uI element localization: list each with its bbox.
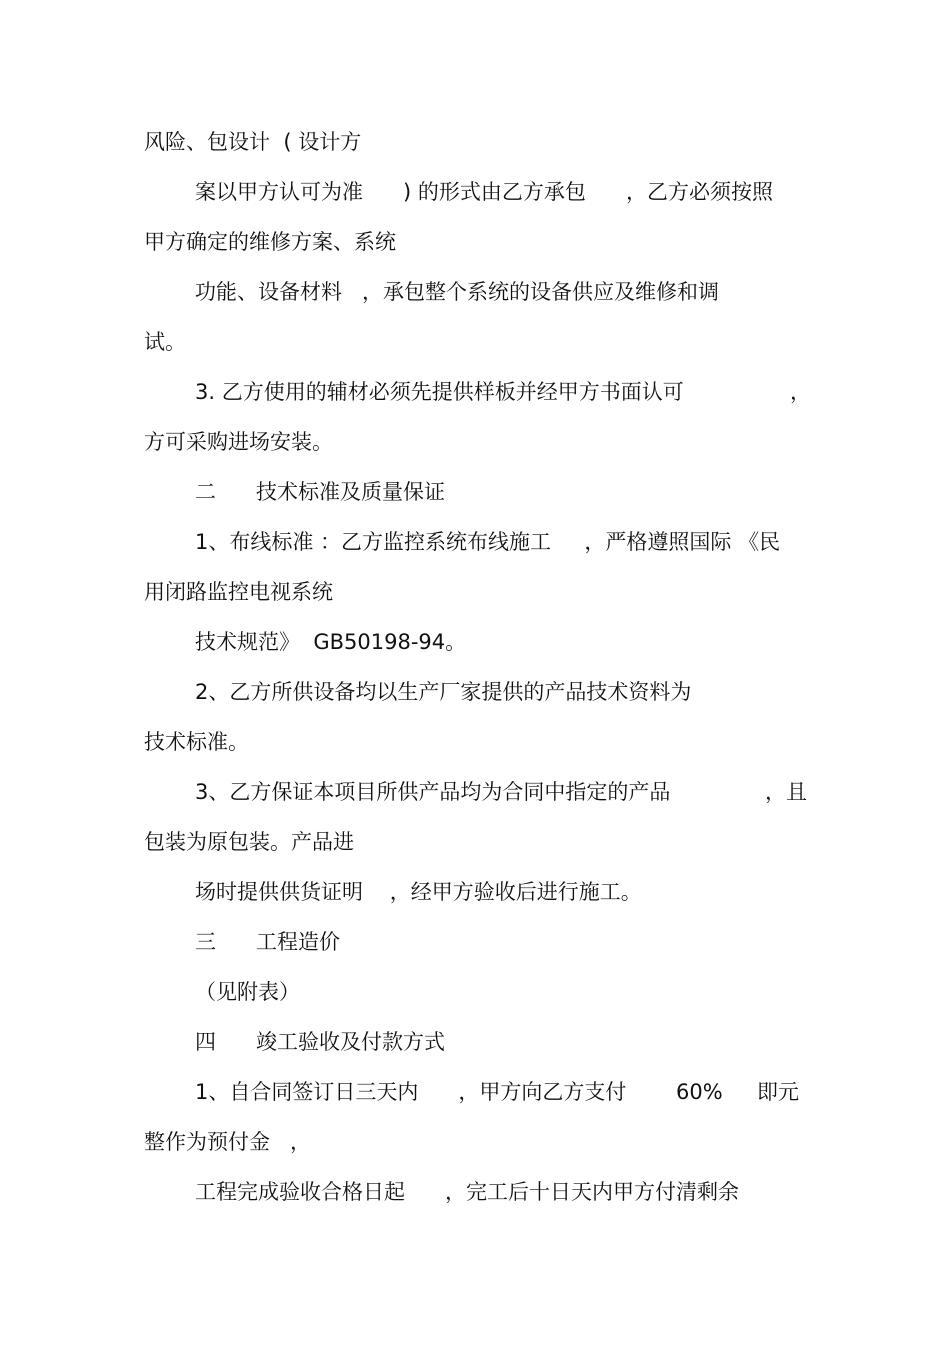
text-line: 1、布线标准 ：乙方监控系统布线施工 ，严格遵照国际 《民: [195, 530, 781, 554]
text-line: 方可采购进场安装。: [144, 430, 333, 454]
section-heading: 四 竣工验收及付款方式: [195, 1030, 446, 1054]
section-heading: 二 技术标准及质量保证: [195, 480, 446, 504]
text-line: ，: [790, 380, 811, 404]
text-line: 技术标准。: [144, 730, 249, 754]
text-line: 场时提供供货证明 ，经甲方验收后进行施工。: [195, 880, 642, 904]
text-line: （见附表）: [195, 980, 300, 1004]
text-line: 工程完成验收合格日起 ，完工后十日天内甲方付清剩余: [195, 1180, 740, 1204]
text-line: 案以甲方认可为准 ) 的形式由乙方承包 ，乙方必须按照: [195, 180, 773, 204]
text-line: 2、乙方所供设备均以生产厂家提供的产品技术资料为: [195, 680, 692, 704]
text-line: 整作为预付金 ，: [144, 1130, 312, 1154]
text-line: 1、自合同签订日三天内 ，甲方向乙方支付: [195, 1080, 627, 1104]
text-line: 3、乙方保证本项目所供产品均为合同中指定的产品: [195, 780, 671, 804]
text-line: 用闭路监控电视系统: [144, 580, 333, 604]
text-line: 试。: [144, 330, 186, 354]
text-line: 风险、包设计 ( 设计方: [144, 130, 362, 154]
text-line: 包装为原包装。产品进: [144, 830, 354, 854]
text-line: 即元: [757, 1080, 799, 1104]
section-heading: 三 工程造价: [195, 930, 341, 954]
text-line: 60%: [676, 1080, 723, 1104]
text-line: 3. 乙方使用的辅材必须先提供样板并经甲方书面认可: [195, 380, 684, 404]
text-line: 甲方确定的维修方案、系统: [144, 230, 396, 254]
text-line: 功能、设备材料 ，承包整个系统的设备供应及维修和调: [195, 280, 720, 304]
text-line: ，且: [765, 780, 807, 804]
text-line: 技术规范》 GB50198-94。: [195, 630, 467, 654]
